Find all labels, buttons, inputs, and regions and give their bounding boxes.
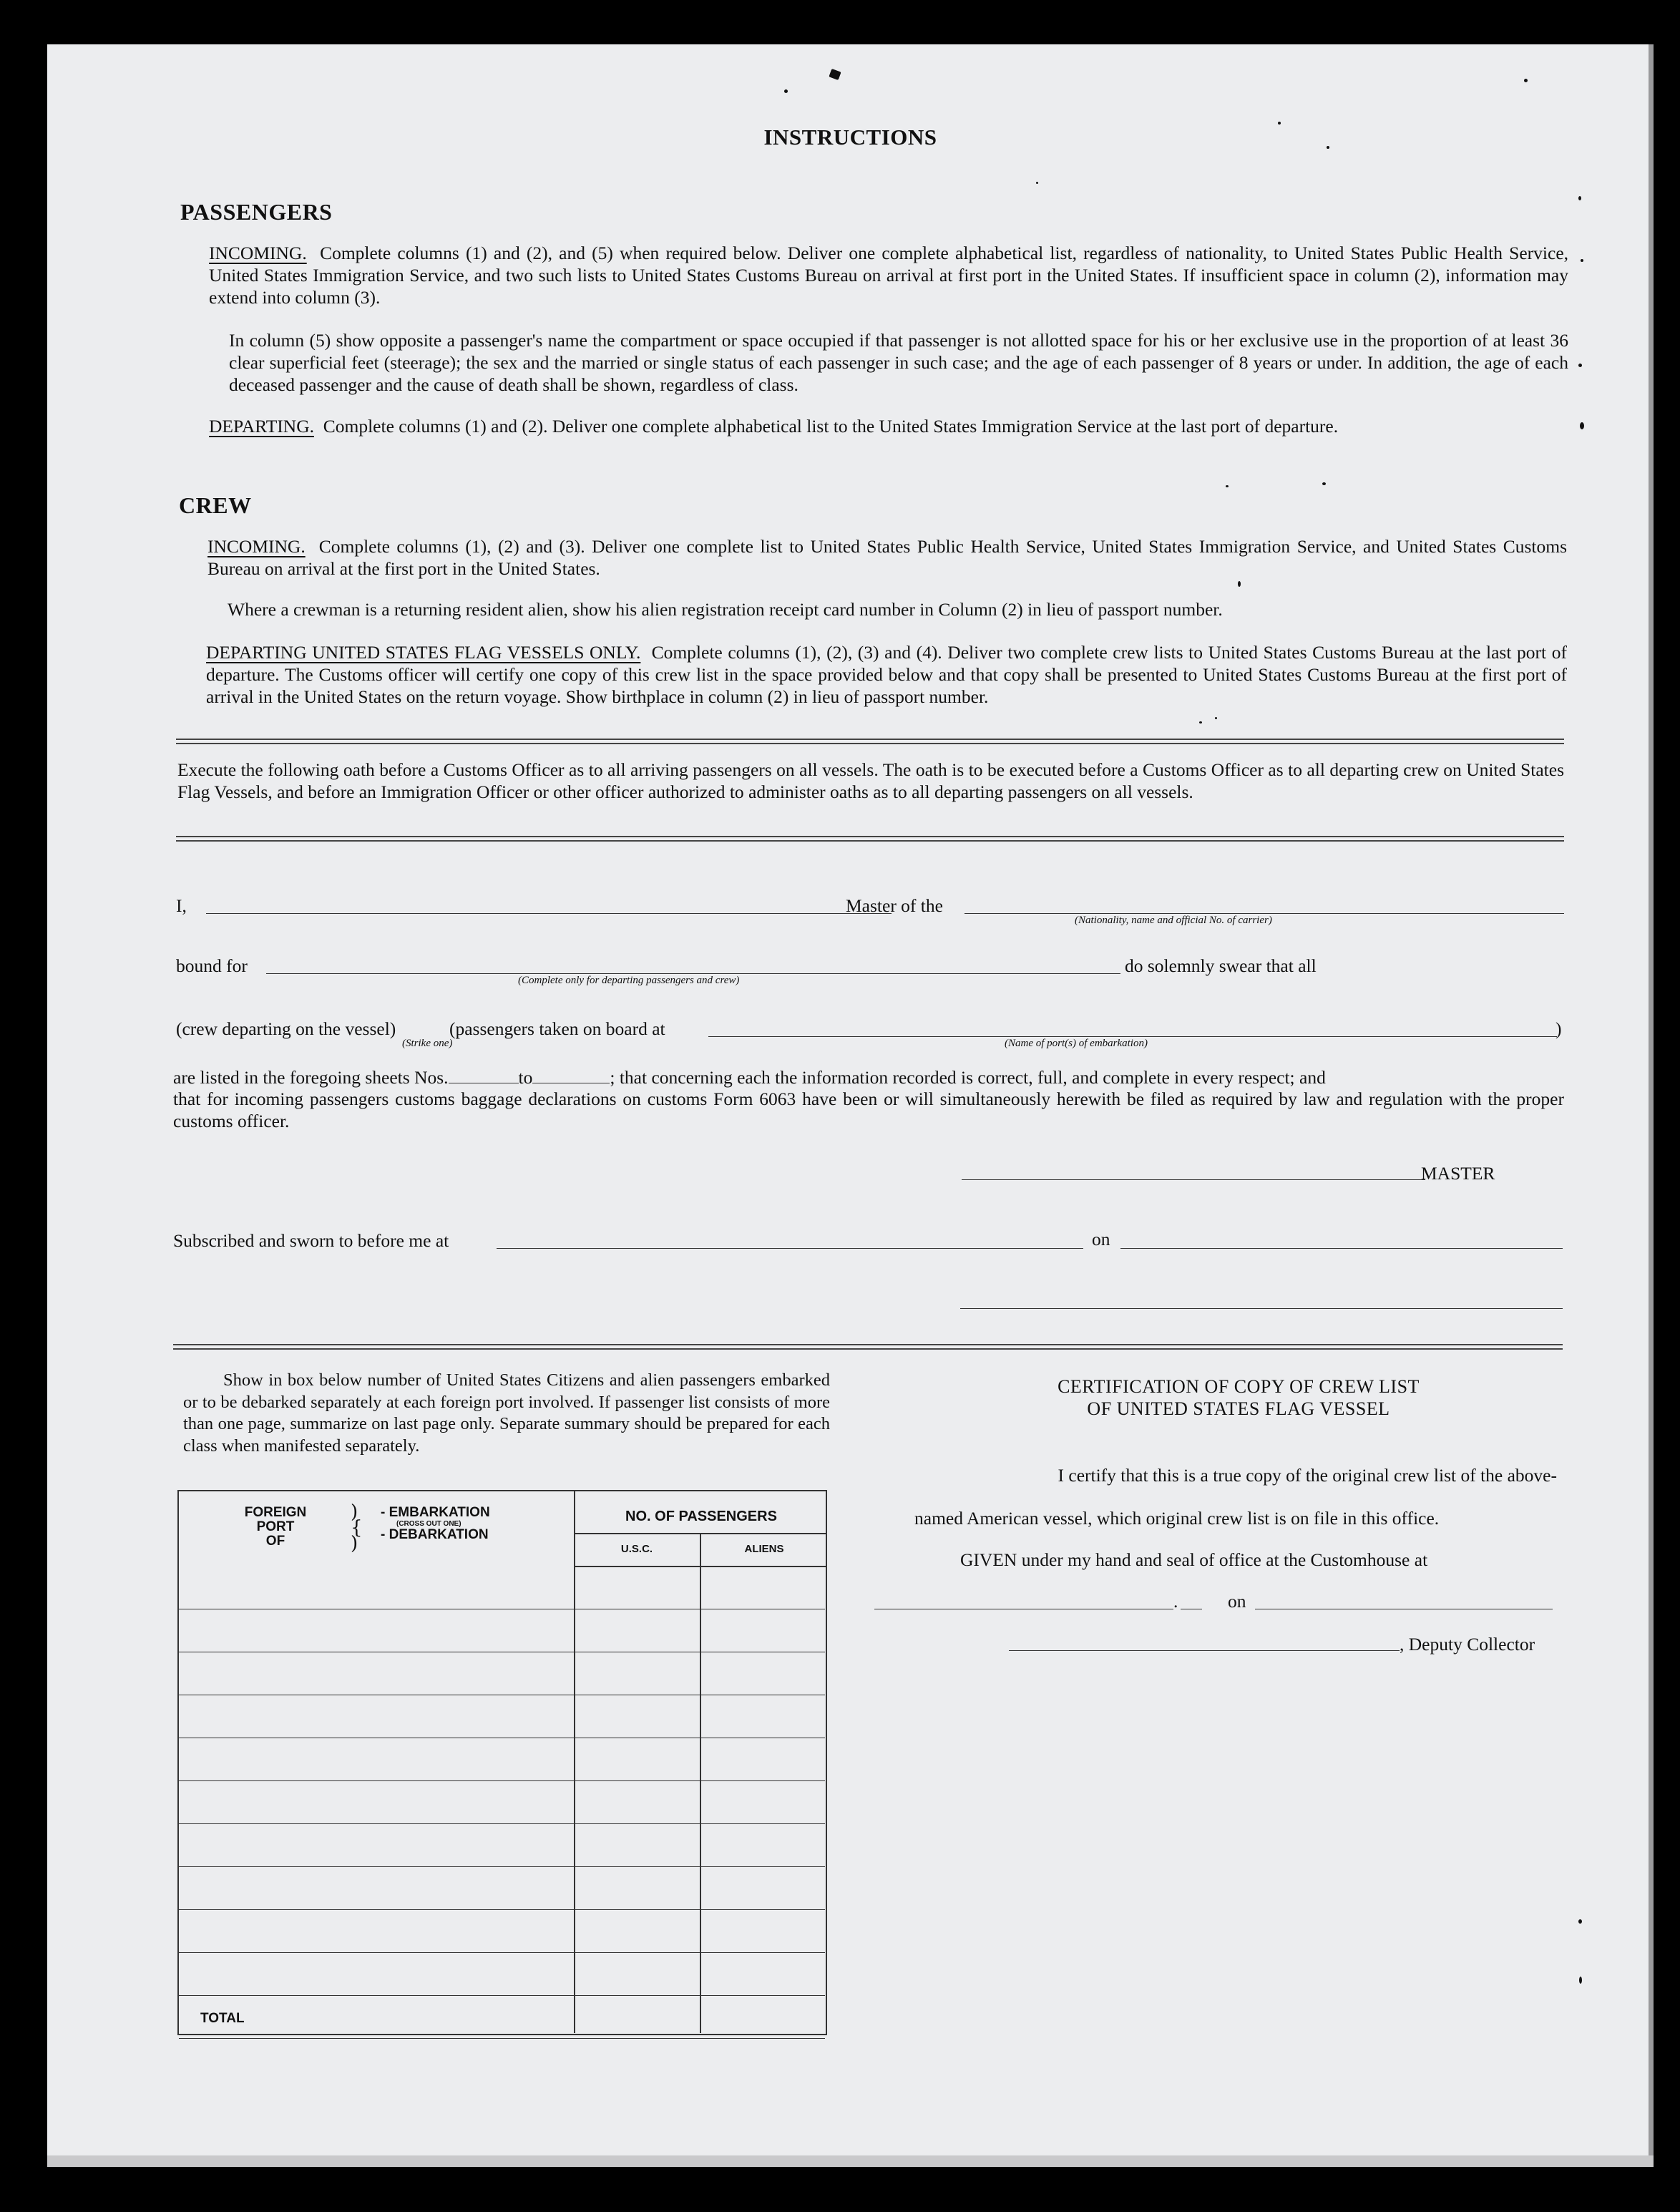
table-row[interactable] [179, 1652, 825, 1695]
brace-icon: ) { ) [351, 1501, 363, 1554]
scan-speck [1581, 259, 1583, 262]
certification-line-2: named American vessel, which original crew list is on file in this office. [914, 1508, 1440, 1529]
oath-intro: Execute the following oath before a Customs Officer as to all arriving passengers on all vessels. The oath is to be executed before a Customs Officer as to all departing crew on United States Flag Vessels, and before an Immigration Officer or other officer authorized to administer oaths as to all departing passengers on all vessels. [177, 759, 1564, 802]
master-signature-field[interactable] [962, 1179, 1425, 1180]
crew-departing-label: DEPARTING UNITED STATES FLAG VESSELS ONLY. [206, 642, 641, 663]
oath-listed-line [173, 1066, 1564, 1088]
oath-listed-to: to [518, 1067, 533, 1088]
passenger-summary-table [177, 1490, 827, 2035]
subscribed-place-field[interactable] [497, 1248, 1083, 1249]
passengers-incoming-text: Complete columns (1) and (2), and (5) when required below. Deliver one complete alphabetical list, regardless of nationality, to United States Public Health Service, United States Immigration Service, and two such lists to United States Customs Bureau on arrival at first port in the United States. If insufficient space in column (2), information may extend into column (3). [209, 243, 1569, 308]
scan-speck [1578, 196, 1581, 200]
officer-signature-field[interactable] [960, 1308, 1563, 1309]
scan-speck [1199, 721, 1202, 723]
crew-departing-text: Complete columns (1), (2), (3) and (4). Deliver two complete crew lists to United States Customs Bureau at the last port of departure. The Customs officer will certify one copy of this crew list in the space provided below and that copy shall be presented to United States Customs Bureau at the first port of arrival in the United States on the return voyage. Show birthplace in column (2) in lieu of passport number. [206, 642, 1567, 707]
oath-listed-c: that for incoming passengers customs baggage declarations on customs Form 6063 have been or will simultaneously herewith be filed as required by law and regulation with the proper customs officer. [173, 1088, 1564, 1131]
certification-title-line-1: CERTIFICATION OF COPY OF CREW LIST [1058, 1376, 1420, 1397]
subscribed-date-field[interactable] [1120, 1248, 1563, 1249]
embarkation-ports-field[interactable] [708, 1036, 1557, 1037]
table-row[interactable] [179, 1780, 825, 1823]
bound-for-caption: (Complete only for departing passengers and crew) [518, 975, 740, 986]
sheet-from-field[interactable] [449, 1067, 519, 1083]
table-row[interactable] [179, 1609, 825, 1652]
certification-on: on [1228, 1591, 1246, 1612]
crew-incoming-paragraph [207, 535, 1567, 580]
table-divider [574, 1533, 826, 1534]
passengers-departing-paragraph [209, 415, 1568, 437]
oath-passengers-taken: (passengers taken on board at [449, 1018, 665, 1039]
passengers-departing-label: DEPARTING. [209, 416, 314, 437]
form-page [47, 44, 1654, 2167]
header-foreign-port-of [222, 1506, 329, 1549]
table-row[interactable] [179, 1995, 825, 2038]
certification-line-3: GIVEN under my hand and seal of office at the Customhouse at [960, 1549, 1428, 1570]
scan-speck [784, 89, 788, 93]
subscribed-on: on [1092, 1229, 1110, 1249]
scan-speck [1215, 717, 1217, 719]
passengers-heading: PASSENGERS [180, 199, 333, 225]
header-usc: U.S.C. [620, 1543, 653, 1555]
bound-for-field[interactable] [266, 973, 1169, 974]
oath-master-of-the: Master of the [846, 895, 943, 916]
page-title: INSTRUCTIONS [763, 125, 937, 150]
summary-intro: Show in box below number of United States Citizens and alien passengers embarked or to be debarked separately at each foreign port involved. If passenger list consists of more than one page, summarize on last page only. Separate summary should be prepared for each class when manifested separately. [183, 1370, 830, 1456]
scan-speck [1036, 182, 1038, 184]
scan-speck [1578, 1919, 1582, 1924]
section-divider [176, 739, 1564, 744]
crew-departing-paragraph [206, 641, 1567, 708]
paper-edge-shadow [1649, 44, 1654, 2167]
deputy-collector-label: , Deputy Collector [1400, 1634, 1535, 1655]
master-name-field[interactable] [206, 913, 892, 914]
crew-incoming-text: Complete columns (1), (2) and (3). Deliver one complete list to United States Public Health Service, United States Immigration Service, and United States Customs Bureau on arrival at the first port in the United States. [207, 536, 1567, 579]
table-row[interactable] [179, 1738, 825, 1780]
section-divider [176, 836, 1564, 842]
crew-incoming-label: INCOMING. [207, 536, 306, 557]
scan-speck [829, 69, 841, 80]
header-port: PORT [256, 1519, 295, 1534]
oath-i: I, [176, 895, 187, 916]
crew-heading: CREW [179, 492, 252, 518]
oath-listed-b: ; that concerning each the information recorded is correct, full, and complete in every respect; and [610, 1067, 1326, 1088]
passengers-incoming-paragraph-2: In column (5) show opposite a passenger's name the compartment or space occupied if that passenger is not allotted space for his or her exclusive use in the proportion of at least 36 clear superficial feet (steerage); the sex and the married or single status of each passenger in such case; and the age of each passenger of 8 years or under. In addition, the age of each deceased passenger and the cause of death shall be shown, regardless of class. [229, 330, 1568, 395]
section-divider [173, 1344, 1563, 1350]
strike-one-caption: (Strike one) [402, 1038, 453, 1049]
subscribed-label: Subscribed and sworn to before me at [173, 1230, 449, 1251]
oath-close-paren: ) [1556, 1018, 1562, 1039]
table-row[interactable] [179, 1695, 825, 1738]
scan-speck [1580, 422, 1584, 429]
certification-dot: . [1173, 1591, 1178, 1612]
passengers-departing-text: Complete columns (1) and (2). Deliver one complete alphabetical list to the United States Immigration Service at the last port of departure. [323, 416, 1339, 437]
table-row[interactable] [179, 1909, 825, 1952]
header-of: OF [265, 1534, 285, 1549]
scan-speck [1579, 1977, 1582, 1984]
header-debarkation: - DEBARKATION [381, 1527, 489, 1542]
paper-edge-shadow [47, 2155, 1654, 2167]
crew-incoming-paragraph-2: Where a crewman is a returning resident alien, show his alien registration receipt card number in Column (2) in lieu of passport number. [228, 599, 1223, 620]
oath-crew-departing: (crew departing on the vessel) [176, 1018, 396, 1039]
certification-title [899, 1375, 1578, 1420]
header-aliens: ALIENS [744, 1543, 784, 1555]
header-embark-debark [381, 1506, 490, 1542]
total-label: TOTAL [200, 2011, 245, 2026]
carrier-field[interactable] [964, 913, 1564, 914]
table-row[interactable] [179, 1823, 825, 1866]
ports-caption: (Name of port(s) of embarkation) [1005, 1038, 1148, 1049]
certification-line-1: I certify that this is a true copy of the original crew list of the above- [1058, 1465, 1557, 1486]
carrier-caption: (Nationality, name and official No. of carrier) [1075, 915, 1272, 926]
deputy-collector-signature-field[interactable] [1009, 1650, 1400, 1651]
certification-title-line-2: OF UNITED STATES FLAG VESSEL [1087, 1398, 1390, 1419]
header-foreign: FOREIGN [244, 1505, 307, 1520]
scan-speck [1238, 581, 1241, 587]
scan-speck [1524, 79, 1528, 82]
header-embarkation: - EMBARKATION [381, 1505, 490, 1520]
oath-listed-a: are listed in the foregoing sheets Nos. [173, 1067, 449, 1088]
oath-bound-for: bound for [176, 955, 248, 976]
table-row[interactable] [179, 2038, 825, 2081]
table-row[interactable] [179, 1566, 825, 1609]
passengers-incoming-paragraph [209, 242, 1568, 308]
master-label: MASTER [1421, 1163, 1495, 1184]
passengers-incoming-label: INCOMING. [209, 243, 307, 263]
header-cross-out-one: (CROSS OUT ONE) [396, 1520, 461, 1528]
scan-speck [1322, 482, 1326, 485]
table-row[interactable] [179, 1952, 825, 1995]
header-no-of-passengers: NO. OF PASSENGERS [625, 1509, 777, 1524]
scan-speck [1578, 364, 1582, 367]
scan-speck [1226, 485, 1229, 487]
sheet-to-field[interactable] [532, 1067, 610, 1083]
table-row[interactable] [179, 1866, 825, 1909]
oath-swear: do solemnly swear that all [1120, 955, 1317, 977]
